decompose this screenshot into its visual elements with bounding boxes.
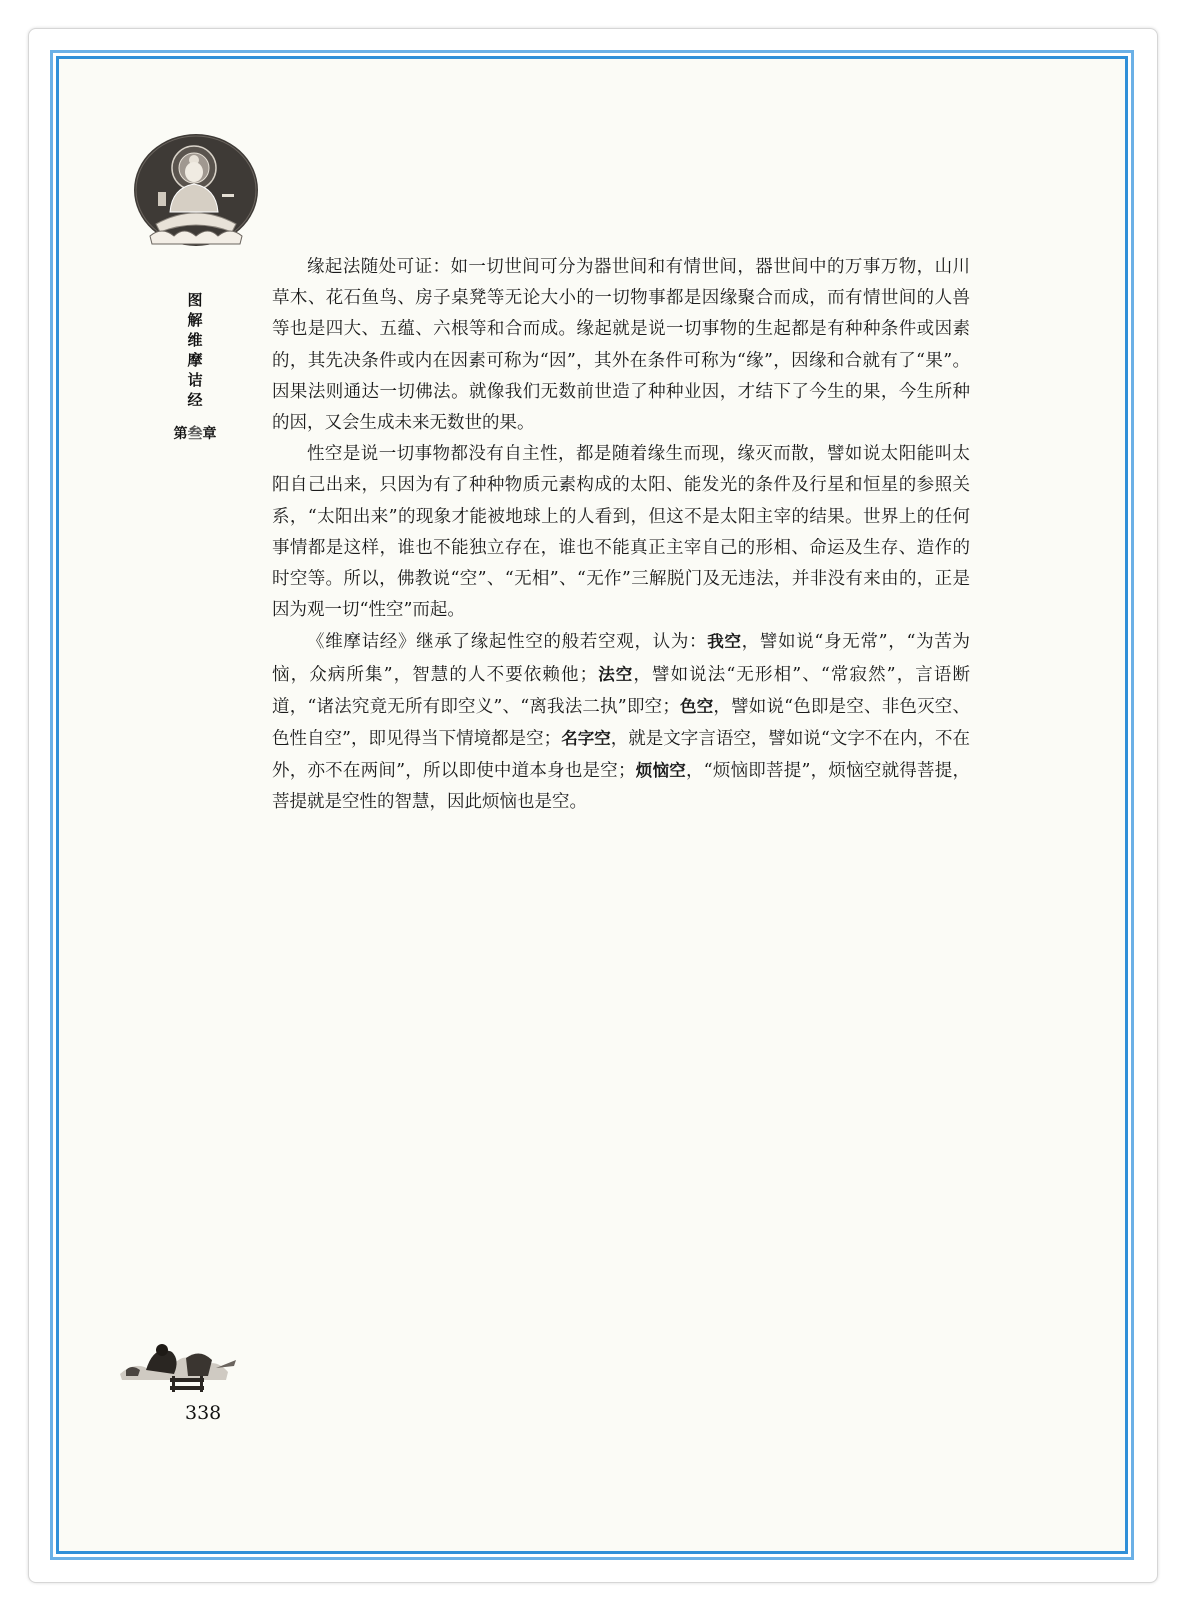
paragraph-dependent-origination: 缘起法随处可证：如一切世间可分为器世间和有情世间，器世间中的万事万物，山川草木、花石鱼鸟、房子桌凳等无论大小的一切物事都是因缘聚合而成，而有情世间的人兽等也是四大、五蕴、六根等和合而成。缘起就是说一切事物的生起都是有种种条件或因素的，其先决条件或内在因素可称为“因”，其外在条件可称为“缘”，因缘和合就有了“果”。因果法则通达一切佛法。就像我们无数前世造了种种业因，才结下了今生的果，今生所种的因，又会生成未来无数世的果。 [272,257,970,434]
chapter-number: 叁 [187,424,203,442]
text-run: 《维摩诘经》继承了缘起性空的般若空观，认为： [307,632,708,653]
text-run: ，譬如说“色即是空、非色灭空、色性自空”，即见得当下情境都是空； [272,696,970,750]
title-char: 图 [187,291,203,309]
paragraph-vimalakirti-emptiness [272,626,970,818]
page-number: 338 [185,1402,222,1424]
text-run: ，就是文字言语空，譬如说“文字不在内，不在外，亦不在两间”，所以即使中道本身也是空； [272,729,970,782]
buddha-medallion-illustration [132,132,260,250]
title-char: 诘 [187,371,203,389]
footer-illustration [116,1330,256,1396]
term-form-emptiness: 色空 [679,696,714,716]
term-affliction-emptiness: 烦恼空 [635,761,686,781]
text-run: ，譬如说法“无形相”、“常寂然”，言语断道，“诸法究竟无所有即空义”、“离我法二执”即空； [272,664,971,717]
term-dharma-emptiness: 法空 [597,664,634,684]
title-char: 经 [187,391,203,409]
title-char: 维 [187,331,203,349]
body-text [272,252,970,819]
term-name-emptiness: 名字空 [561,729,611,749]
term-self-emptiness: 我空 [707,632,742,652]
chapter-prefix: 第 [173,426,188,442]
text-run: ，“烦恼即菩提”，烦恼空就得菩提，菩提就是空性的智慧，因此烦恼也是空。 [272,761,970,813]
title-char: 摩 [187,351,203,369]
book-title-vertical [180,290,210,410]
chapter-suffix: 章 [202,426,217,442]
text-run: ，譬如说“身无常”，“为苦为恼，众病所集”，智慧的人不要依赖他； [272,632,971,685]
title-char: 解 [187,311,203,329]
chapter-label [160,422,230,443]
paragraph-emptiness: 性空是说一切事物都没有自主性，都是随着缘生而现，缘灭而散，譬如说太阳能叫太阳自己出来，只因为有了种种物质元素构成的太阳、能发光的条件及行星和恒星的参照关系，“太阳出来”的现象才能被地球上的人看到，但这不是太阳主宰的结果。世界上的任何事情都是这样，谁也不能独立存在，谁也不能真正主宰自己的形相、命运及生存、造作的时空等。所以，佛教说“空”、“无相”、“无作”三解脱门及无违法，并非没有来由的，正是因为观一切“性空”而起。 [272,444,970,621]
